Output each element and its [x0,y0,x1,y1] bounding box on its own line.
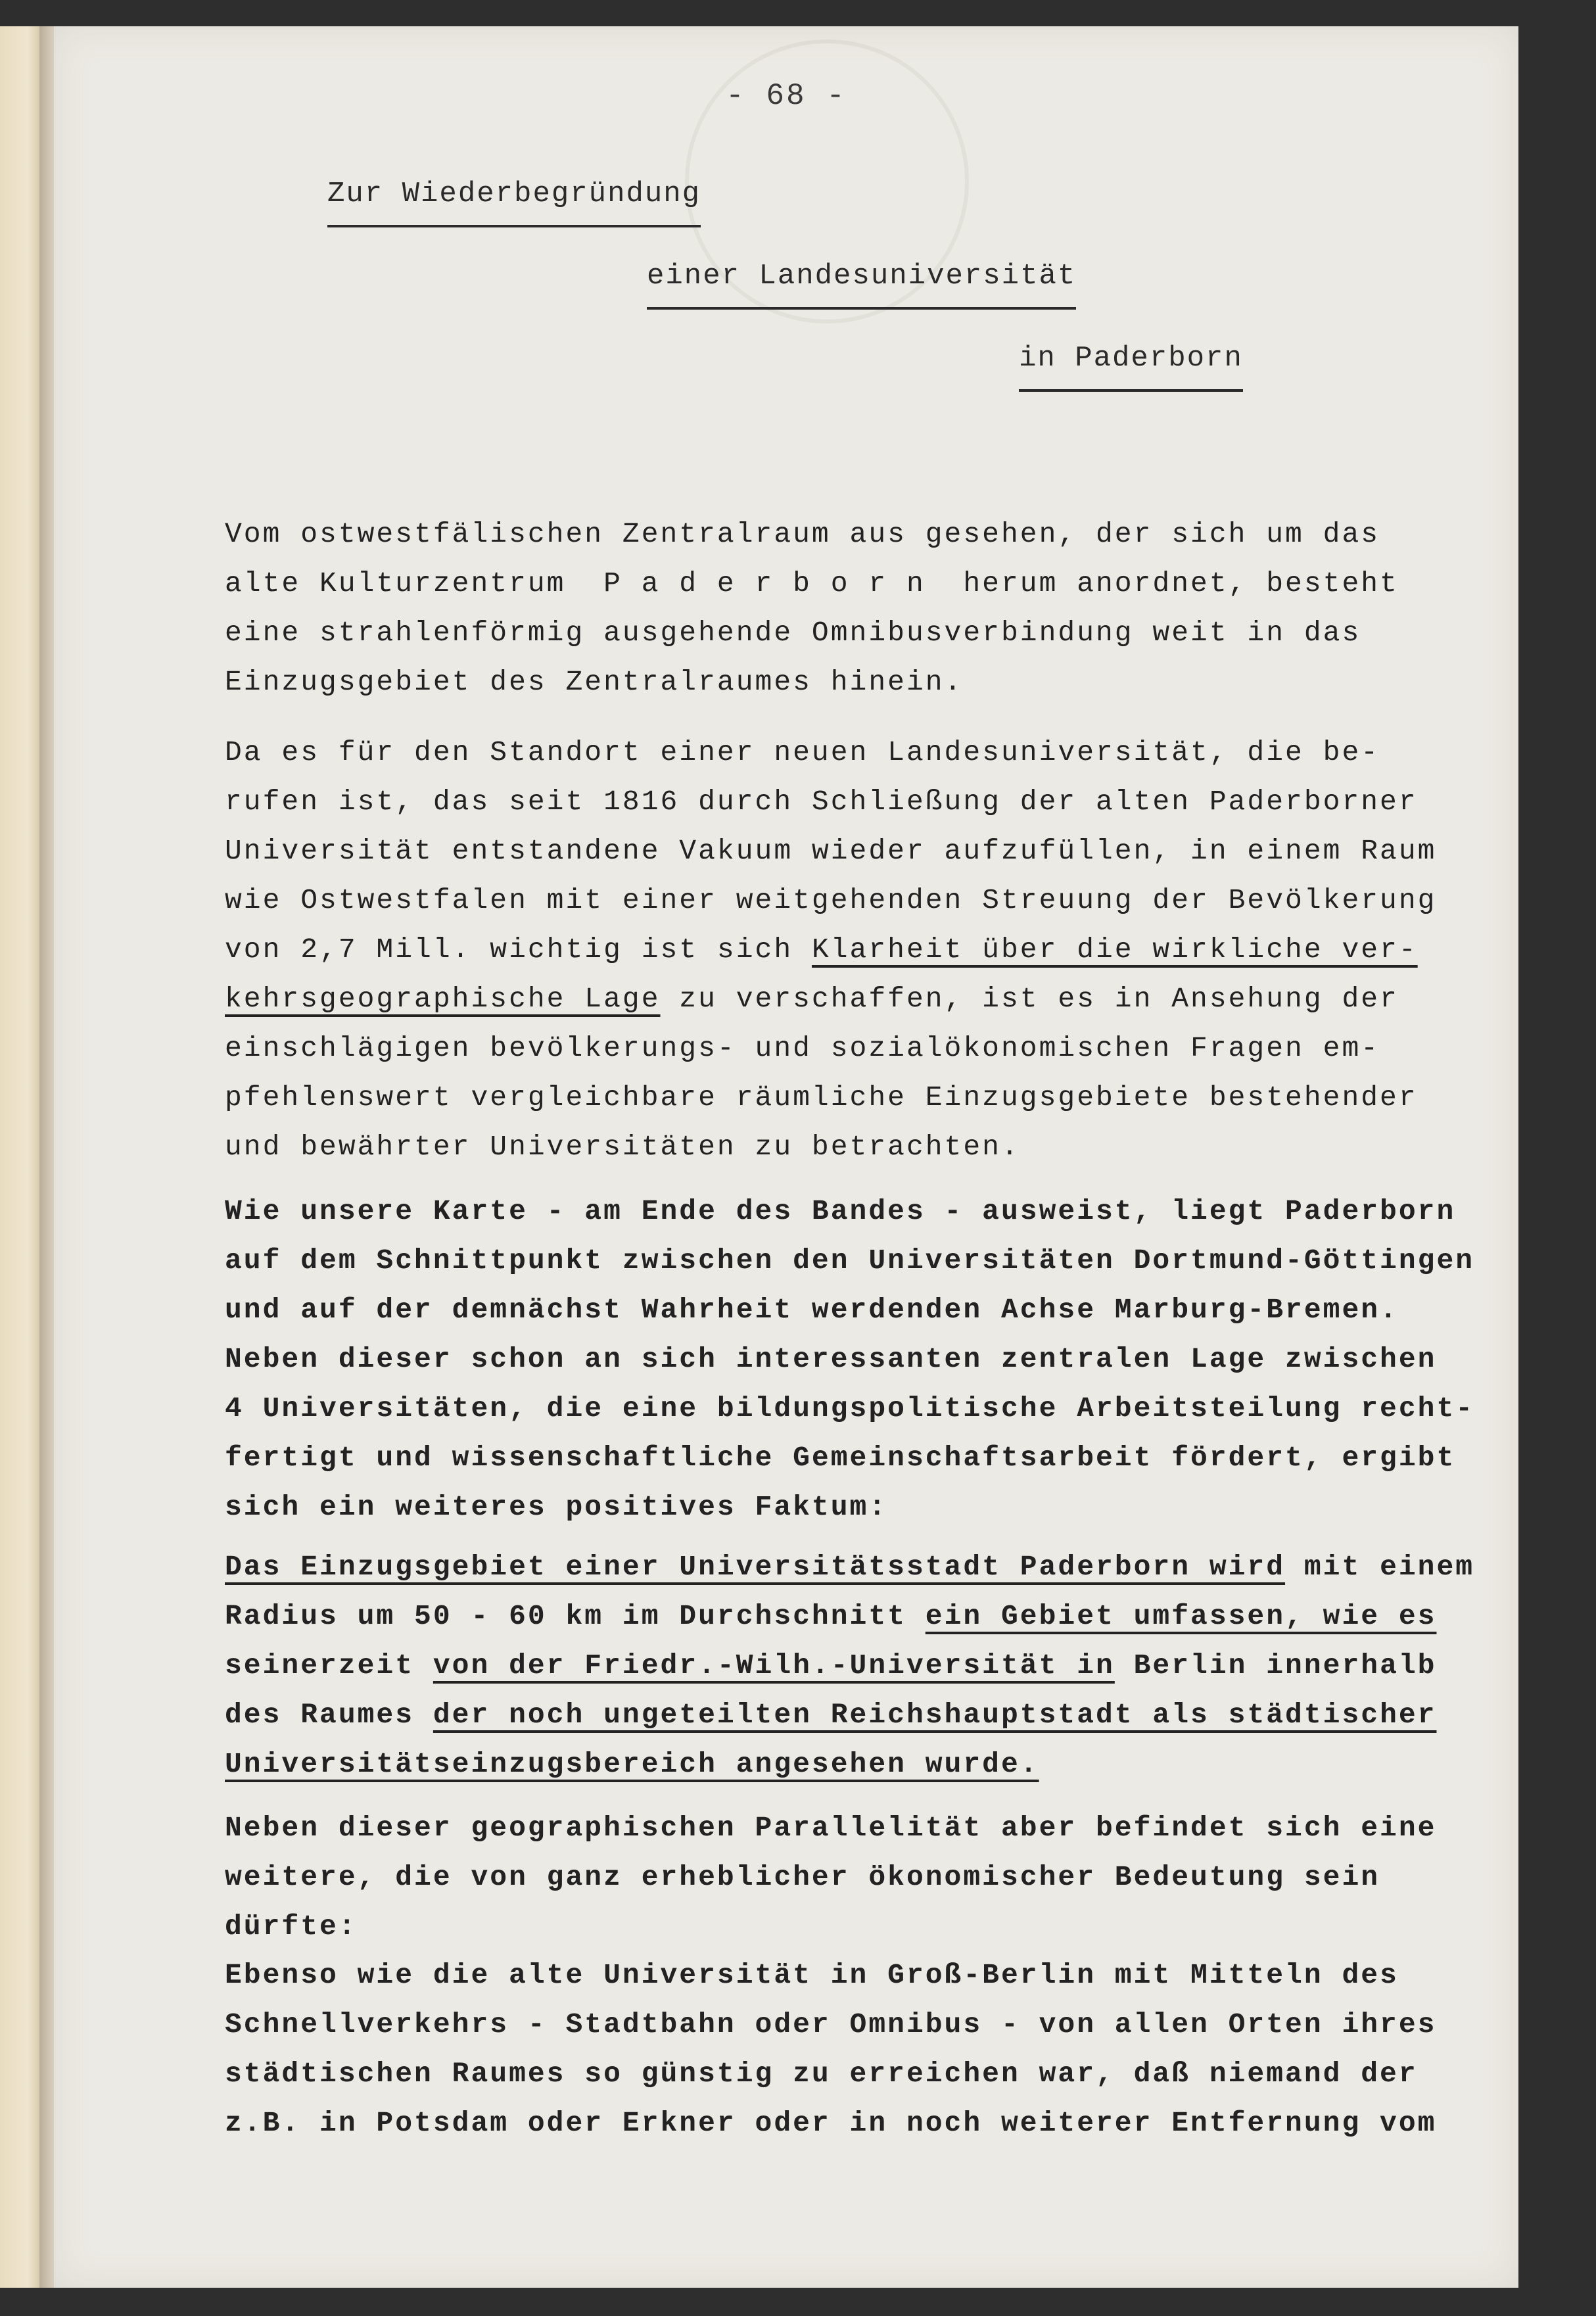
text-segment: Vom ostwestfälischen Zentralraum aus gesehen, der sich um das [225,518,1380,550]
paragraph [225,728,1474,1171]
text-segment: Neben dieser geographischen Parallelität aber befindet sich eine [225,1812,1437,1844]
text-segment: 4 Universitäten, die eine bildungspolitische Arbeitsteilung recht- [225,1392,1475,1425]
text-line [225,1902,1474,1951]
text-segment: Ebenso wie die alte Universität in Groß-Berlin mit Mitteln des [225,1959,1399,1991]
text-segment: weitere, die von ganz erheblicher ökonomischer Bedeutung sein [225,1861,1380,1893]
text-segment: auf dem Schnittpunkt zwischen den Universitäten Dortmund-Göttingen [225,1244,1475,1277]
title-line-3: in Paderborn [1019,342,1243,392]
text-line [225,1122,1474,1171]
paragraph [225,1803,1474,1951]
underlined-text: Klarheit über die wirkliche ver- [811,933,1418,966]
paragraph [225,509,1474,707]
text-segment: Neben dieser schon an sich interessanten zentralen Lage zwischen [225,1343,1437,1375]
title-line-1: Zur Wiederbegründung [327,177,701,227]
text-line [225,559,1474,608]
text-segment: Universität entstandene Vakuum wieder aufzufüllen, in einem Raum [225,835,1437,867]
text-segment: zu verschaffen, ist es in Ansehung der [660,983,1399,1015]
text-segment: pfehlenswert vergleichbare räumliche Einzugsgebiete bestehender [225,1081,1418,1114]
text-line [225,2000,1474,2049]
paragraph [225,1542,1474,1789]
text-segment: alte Kulturzentrum P a d e r b o r n herum anordnet, besteht [225,567,1399,600]
text-line [225,2098,1474,2148]
text-line [225,974,1474,1024]
text-line [225,1335,1474,1384]
text-segment: des Raumes [225,1699,433,1731]
title-line-2: einer Landesuniversität [647,260,1076,310]
text-segment: fertigt und wissenschaftliche Gemeinschaftsarbeit fördert, ergibt [225,1442,1456,1474]
underlined-text: Universitätseinzugsbereich angesehen wurde. [225,1748,1039,1780]
text-line [225,1592,1474,1641]
text-segment: von 2,7 Mill. wichtig ist sich [225,933,812,966]
underlined-text: Das Einzugsgebiet einer Universitätsstadt Paderborn wird [225,1551,1286,1583]
text-segment: Berlin innerhalb [1114,1649,1437,1682]
text-line [225,1024,1474,1073]
text-line [225,876,1474,925]
text-line [225,1187,1474,1236]
text-segment: sich ein weiteres positives Faktum: [225,1491,888,1523]
text-line [225,777,1474,826]
text-line [225,1285,1474,1335]
text-line [225,728,1474,777]
text-segment: und auf der demnächst Wahrheit werdenden Achse Marburg-Bremen. [225,1294,1399,1326]
text-line [225,2049,1474,2098]
text-line [225,1803,1474,1853]
text-line [225,1853,1474,1902]
text-segment: mit einem [1285,1551,1475,1583]
text-segment: wie Ostwestfalen mit einer weitgehenden Streuung der Bevölkerung [225,884,1437,916]
underlined-text: von der Friedr.-Wilh.-Universität in [433,1649,1115,1682]
text-segment: Einzugsgebiet des Zentralraumes hinein. [225,666,964,698]
text-segment: einschlägigen bevölkerungs- und sozialökonomischen Fragen em- [225,1032,1380,1064]
underlined-text: der noch ungeteilten Reichshauptstadt als städtischer [433,1699,1437,1731]
underlined-text: kehrsgeographische Lage [225,983,661,1015]
text-segment: rufen ist, das seit 1816 durch Schließung der alten Paderborner [225,786,1418,818]
text-segment: städtischen Raumes so günstig zu erreichen war, daß niemand der [225,2058,1418,2090]
text-segment: z.B. in Potsdam oder Erkner oder in noch weiterer Entfernung vom [225,2107,1437,2139]
book-spine [39,26,54,2288]
text-line [225,608,1474,657]
text-line [225,1384,1474,1433]
text-line [225,1073,1474,1122]
text-segment: Da es für den Standort einer neuen Landesuniversität, die be- [225,736,1380,768]
text-segment: Schnellverkehrs - Stadtbahn oder Omnibus - von allen Orten ihres [225,2008,1437,2041]
text-segment: Radius um 50 - 60 km im Durchschnitt [225,1600,926,1632]
document-page [54,26,1518,2288]
text-segment: dürfte: [225,1910,358,1943]
text-line [225,1690,1474,1739]
text-line [225,925,1474,974]
text-line [225,826,1474,876]
text-segment: seinerzeit [225,1649,433,1682]
page-number: - 68 - [726,79,847,113]
text-segment: eine strahlenförmig ausgehende Omnibusverbindung weit in das [225,617,1361,649]
text-line [225,1482,1474,1532]
text-line [225,509,1474,559]
underlined-text: ein Gebiet umfassen, wie es [925,1600,1437,1632]
text-line [225,1236,1474,1285]
text-line [225,1739,1474,1789]
facing-page-edge [0,26,39,2288]
text-line [225,1950,1474,2000]
text-line [225,1433,1474,1482]
text-segment: und bewährter Universitäten zu betrachten. [225,1131,1020,1163]
paragraph [225,1187,1474,1532]
text-line [225,1542,1474,1592]
text-line [225,1641,1474,1690]
text-segment: Wie unsere Karte - am Ende des Bandes - ausweist, liegt Paderborn [225,1195,1456,1227]
paragraph [225,1950,1474,2148]
text-line [225,657,1474,707]
